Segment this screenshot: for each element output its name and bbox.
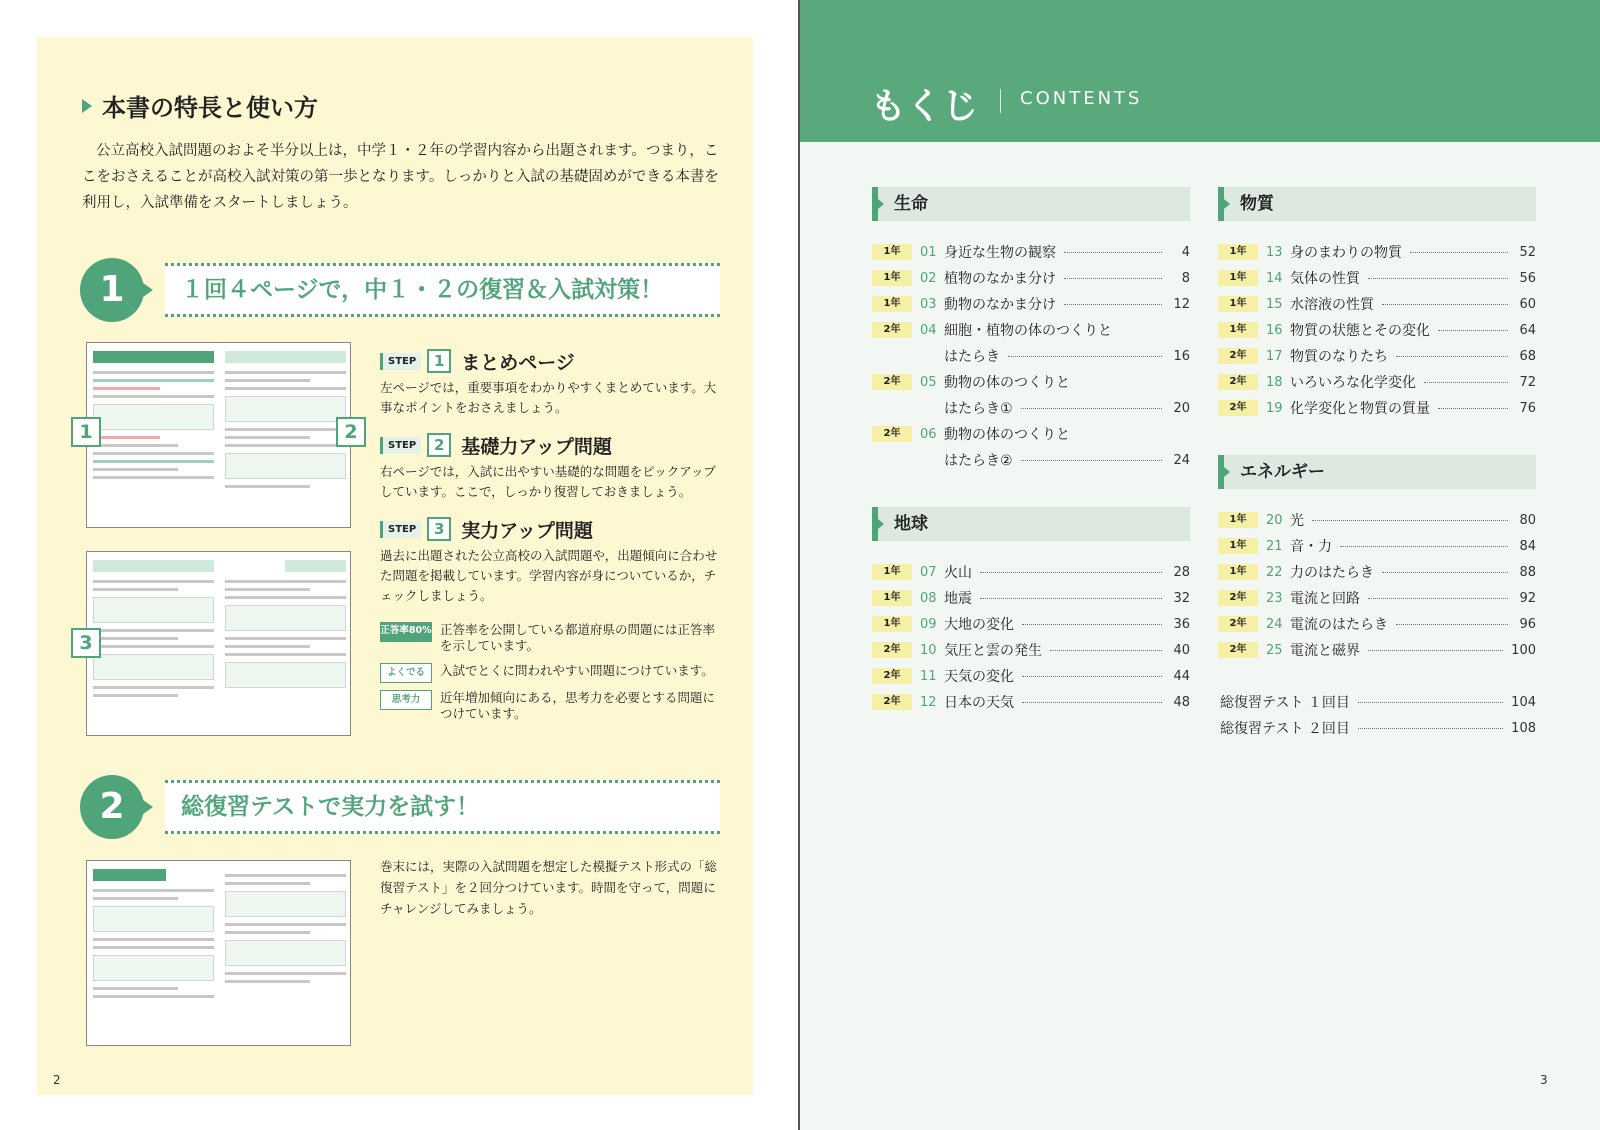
leader-dots (1396, 356, 1508, 357)
item-label: 電流と回路 (1290, 591, 1360, 607)
item-label: 身のまわりの物質 (1290, 245, 1402, 261)
leader-dots (1050, 650, 1162, 651)
item-number: 21 (1266, 538, 1283, 554)
step-title: まとめページ (461, 351, 575, 374)
item-number: 17 (1266, 348, 1283, 364)
leader-dots (1358, 702, 1503, 703)
toc-item-19[interactable] (1218, 395, 1536, 421)
contents-title: もくじ (870, 86, 979, 127)
grade-tag: 1年 (872, 590, 912, 606)
leader-dots (1424, 382, 1508, 383)
grade-tag: 2年 (1218, 348, 1258, 364)
item-label: 動物の体のつくりと (944, 375, 1070, 391)
toc-item-16[interactable] (1218, 317, 1536, 343)
item-page: 60 (1519, 296, 1536, 312)
item-label: 物質のなりたち (1290, 349, 1388, 365)
item-page: 72 (1519, 374, 1536, 390)
leader-dots (1022, 676, 1162, 677)
item-number: 09 (920, 616, 937, 632)
grade-tag: 1年 (872, 270, 912, 286)
review-page: 108 (1511, 720, 1536, 736)
item-page: 12 (1173, 296, 1190, 312)
section-number-badge: 1 (80, 258, 144, 322)
item-label: 光 (1290, 513, 1304, 529)
item-label: 大地の変化 (944, 617, 1014, 633)
toc-item-06[interactable] (872, 421, 1190, 447)
item-number: 19 (1266, 400, 1283, 416)
step-2 (380, 432, 720, 502)
step-description: 左ページでは，重要事項をわかりやすくまとめています。大事なポイントをおさえましょう。 (380, 380, 717, 415)
item-number: 08 (920, 590, 937, 606)
callout-marker-1: 1 (71, 417, 101, 447)
item-label: 力のはたらき (1290, 565, 1374, 581)
item-page: 20 (1173, 400, 1190, 416)
grade-tag: 1年 (872, 296, 912, 312)
grade-tag: 2年 (872, 426, 912, 442)
grade-tag: 1年 (872, 616, 912, 632)
item-page: 8 (1181, 270, 1190, 286)
step-3 (380, 516, 720, 606)
grade-tag: 2年 (872, 694, 912, 710)
item-number: 23 (1266, 590, 1283, 606)
toc-column-left (872, 187, 1190, 715)
leader-dots (1368, 278, 1508, 279)
grade-tag: 2年 (1218, 374, 1258, 390)
item-number: 06 (920, 426, 937, 442)
item-page: 44 (1173, 668, 1190, 684)
item-page: 52 (1519, 244, 1536, 260)
leader-dots (1410, 252, 1508, 253)
leader-dots (1438, 330, 1508, 331)
item-page: 56 (1519, 270, 1536, 286)
toc-item-02[interactable] (872, 265, 1190, 291)
step-tag: STEP (380, 437, 421, 454)
leader-dots (1022, 624, 1162, 625)
item-number: 22 (1266, 564, 1283, 580)
section-1-heading (80, 258, 720, 324)
grade-tag: 1年 (1218, 512, 1258, 528)
leader-dots (1064, 278, 1162, 279)
grade-tag: 2年 (1218, 400, 1258, 416)
features-title: 本書の特長と使い方 (82, 88, 318, 123)
item-page: 64 (1519, 322, 1536, 338)
toc-item-04[interactable] (872, 317, 1190, 343)
leader-dots (1008, 356, 1162, 357)
leader-dots (1368, 598, 1508, 599)
step-number: 2 (427, 433, 451, 457)
item-label: 地震 (944, 591, 972, 607)
note-correct-rate (380, 622, 720, 654)
toc-item-06-continued[interactable] (872, 447, 1190, 473)
item-label: 化学変化と物質の質量 (1290, 401, 1430, 417)
item-label: 水溶液の性質 (1290, 297, 1374, 313)
section-title: 総復習テストで実力を試す！ (165, 780, 720, 834)
item-number: 14 (1266, 270, 1283, 286)
item-number: 11 (920, 668, 937, 684)
leader-dots (980, 598, 1162, 599)
step-description: 過去に出題された公立高校の入試問題や，出題傾向に合わせた問題を掲載しています。学習内容が身についているか，チェックしましょう。 (380, 548, 718, 603)
item-label: 動物の体のつくりと (944, 427, 1070, 443)
item-page: 96 (1519, 616, 1536, 632)
toc-item-17[interactable] (1218, 343, 1536, 369)
grade-tag: 1年 (1218, 538, 1258, 554)
item-number: 15 (1266, 296, 1283, 312)
item-label: 動物のなかま分け (944, 297, 1056, 313)
item-page: 40 (1173, 642, 1190, 658)
category-matter: 物質 (1218, 187, 1536, 221)
item-number: 04 (920, 322, 937, 338)
item-label-continued: はたらき① (944, 401, 1013, 417)
toc-item-18[interactable] (1218, 369, 1536, 395)
note-text: 入試でとくに問われやすい問題につけています。 (440, 663, 714, 678)
grade-tag: 1年 (1218, 296, 1258, 312)
grade-tag: 2年 (1218, 590, 1258, 606)
item-label: 音・力 (1290, 539, 1332, 555)
toc-item-08[interactable] (872, 585, 1190, 611)
item-page: 16 (1173, 348, 1190, 364)
leader-dots (1312, 520, 1508, 521)
note-thinking (380, 690, 720, 722)
leader-dots (1022, 702, 1162, 703)
toc-item-01[interactable] (872, 239, 1190, 265)
leader-dots (1396, 624, 1508, 625)
toc-item-21[interactable] (1218, 533, 1536, 559)
step-tag: STEP (380, 353, 421, 370)
leader-dots (980, 572, 1162, 573)
toc-item-20[interactable] (1218, 507, 1536, 533)
header-divider (1000, 89, 1001, 113)
item-page: 32 (1173, 590, 1190, 606)
item-label: 身近な生物の観察 (944, 245, 1056, 261)
item-number: 05 (920, 374, 937, 390)
review-page: 104 (1511, 694, 1536, 710)
item-number: 16 (1266, 322, 1283, 338)
sample-page-thumbnail-3 (86, 860, 351, 1046)
item-page: 48 (1173, 694, 1190, 710)
callout-marker-3: 3 (71, 628, 101, 658)
sample-page-thumbnail-2 (86, 551, 351, 736)
grade-tag: 2年 (872, 642, 912, 658)
step-title: 実力アップ問題 (461, 519, 593, 542)
toc-item-14[interactable] (1218, 265, 1536, 291)
item-page: 36 (1173, 616, 1190, 632)
item-page: 92 (1519, 590, 1536, 606)
toc-item-24[interactable] (1218, 611, 1536, 637)
toc-item-11[interactable] (872, 663, 1190, 689)
leader-dots (1382, 572, 1508, 573)
item-page: 28 (1173, 564, 1190, 580)
step-title: 基礎力アップ問題 (461, 435, 612, 458)
review-label: 総復習テスト １回目 (1220, 695, 1350, 711)
toc-item-03[interactable] (872, 291, 1190, 317)
review-label: 総復習テスト ２回目 (1220, 721, 1350, 737)
item-number: 25 (1266, 642, 1283, 658)
item-label-continued: はたらき (944, 349, 1000, 365)
triangle-icon (82, 99, 92, 113)
item-page: 84 (1519, 538, 1536, 554)
contents-subtitle: CONTENTS (1020, 88, 1143, 109)
page-number-right: 3 (1540, 1073, 1548, 1087)
item-page: 68 (1519, 348, 1536, 364)
grade-tag: 1年 (872, 244, 912, 260)
item-page: 88 (1519, 564, 1536, 580)
toc-item-13[interactable] (1218, 239, 1536, 265)
item-label: 電流と磁界 (1290, 643, 1360, 659)
item-number: 02 (920, 270, 937, 286)
grade-tag: 2年 (872, 322, 912, 338)
item-label: 火山 (944, 565, 972, 581)
leader-dots (1358, 728, 1503, 729)
contents-header (800, 0, 1600, 142)
item-number: 07 (920, 564, 937, 580)
toc-item-15[interactable] (1218, 291, 1536, 317)
item-label: 天気の変化 (944, 669, 1014, 685)
frequent-icon: よくでる (380, 663, 432, 683)
toc-item-10[interactable] (872, 637, 1190, 663)
item-page: 24 (1173, 452, 1190, 468)
review-test-1[interactable] (1218, 689, 1536, 715)
item-number: 13 (1266, 244, 1283, 260)
item-number: 10 (920, 642, 937, 658)
leader-dots (1064, 304, 1162, 305)
note-text: 近年増加傾向にある，思考力を必要とする問題につけています。 (440, 690, 716, 721)
toc-item-05-continued[interactable] (872, 395, 1190, 421)
grade-tag: 1年 (1218, 322, 1258, 338)
toc-item-23[interactable] (1218, 585, 1536, 611)
item-number: 24 (1266, 616, 1283, 632)
leader-dots (1340, 546, 1508, 547)
note-frequent (380, 663, 720, 683)
item-number: 18 (1266, 374, 1283, 390)
grade-tag: 2年 (1218, 642, 1258, 658)
section-number-badge: 2 (80, 775, 144, 839)
step-1 (380, 348, 720, 418)
step-number: 1 (427, 349, 451, 373)
item-label: 細胞・植物の体のつくりと (944, 323, 1112, 339)
note-text: 正答率を公開している都道府県の問題には正答率を示しています。 (440, 622, 716, 653)
toc-item-09[interactable] (872, 611, 1190, 637)
item-label: 気圧と雲の発生 (944, 643, 1042, 659)
category-life: 生命 (872, 187, 1190, 221)
item-number: 03 (920, 296, 937, 312)
toc-item-25[interactable] (1218, 637, 1536, 663)
grade-tag: 1年 (1218, 244, 1258, 260)
grade-tag: 1年 (1218, 270, 1258, 286)
item-page: 4 (1181, 244, 1190, 260)
step-description: 右ページでは，入試に出やすい基礎的な問題をピックアップしています。ここで，しっかり復習しておきましょう。 (380, 464, 716, 499)
item-label: 植物のなかま分け (944, 271, 1056, 287)
grade-tag: 1年 (872, 564, 912, 580)
correct-rate-icon: 正答率80% (380, 622, 432, 642)
review-test-2[interactable] (1218, 715, 1536, 741)
toc-item-04-continued[interactable] (872, 343, 1190, 369)
leader-dots (1438, 408, 1508, 409)
item-number: 20 (1266, 512, 1283, 528)
item-label: いろいろな化学変化 (1290, 375, 1416, 391)
sample-page-thumbnail-1 (86, 342, 351, 528)
page-number-left: 2 (53, 1073, 61, 1087)
leader-dots (1382, 304, 1508, 305)
intro-paragraph: 公立高校入試問題のおよそ半分以上は，中学１・２年の学習内容から出題されます。つまり，ここをおさえることが高校入試対策の第一歩となります。しっかりと入試の基礎固めができる本書を利用し，入試準備をスタートしましょう。 (82, 143, 719, 211)
thinking-icon: 思考力 (380, 690, 432, 710)
leader-dots (1368, 650, 1503, 651)
step-tag: STEP (380, 521, 421, 538)
item-number: 01 (920, 244, 937, 260)
toc-item-22[interactable] (1218, 559, 1536, 585)
toc-item-05[interactable] (872, 369, 1190, 395)
leader-dots (1021, 408, 1162, 409)
section-2-heading (80, 775, 720, 841)
item-number: 12 (920, 694, 937, 710)
toc-item-12[interactable] (872, 689, 1190, 715)
item-label: 電流のはたらき (1290, 617, 1388, 633)
item-label: 日本の天気 (944, 695, 1014, 711)
grade-tag: 1年 (1218, 564, 1258, 580)
item-page: 76 (1519, 400, 1536, 416)
item-label: 物質の状態とその変化 (1290, 323, 1430, 339)
leader-dots (1021, 460, 1162, 461)
grade-tag: 2年 (872, 374, 912, 390)
callout-marker-2: 2 (336, 417, 366, 447)
toc-item-07[interactable] (872, 559, 1190, 585)
grade-tag: 2年 (1218, 616, 1258, 632)
toc-column-right (1218, 187, 1536, 741)
item-label: 気体の性質 (1290, 271, 1360, 287)
grade-tag: 2年 (872, 668, 912, 684)
section-title: １回４ページで，中１・２の復習＆入試対策！ (165, 263, 720, 317)
step-number: 3 (427, 517, 451, 541)
category-energy: エネルギー (1218, 455, 1536, 489)
item-page: 100 (1511, 642, 1536, 658)
leader-dots (1064, 252, 1162, 253)
section-2-description: 巻末には，実際の入試問題を想定した模擬テスト形式の「総復習テスト」を２回分つけています。時間を守って，問題にチャレンジしてみましょう。 (380, 859, 718, 916)
item-page: 80 (1519, 512, 1536, 528)
right-page (800, 0, 1600, 1130)
category-earth: 地球 (872, 507, 1190, 541)
item-label-continued: はたらき② (944, 453, 1013, 469)
